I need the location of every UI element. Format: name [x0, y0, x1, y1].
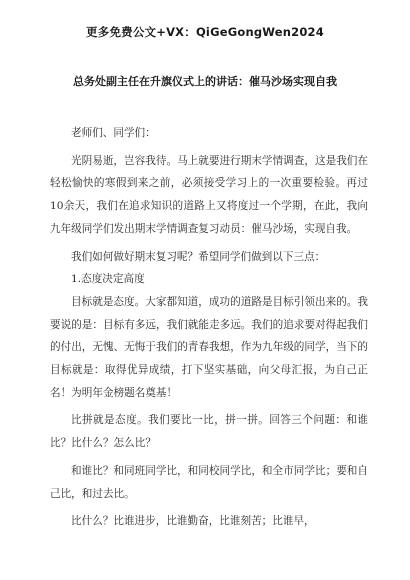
body-paragraph: 目标就是态度。大家都知道，成功的道路是目标引领出来的。我要说的是：目标有多远，我们就能走多远。我们的追求要对得起我们的付出，无愧、无悔于我们的青春我想，作为九年级的同学，当下的目标就是：取得优异成绩，打下坚实基础，向父母汇报，为自己正名！为明年金榜题名奠基！ [50, 295, 368, 399]
document-title: 总务处副主任在升旗仪式上的讲话：催马沙场实现自我 [73, 75, 337, 88]
promo-header: 更多免费公文+VX：QiGeGongWen2024 [86, 25, 324, 39]
body-paragraph: 比什么？比谁进步，比谁勤奋，比谁刻苦；比谁早， [71, 515, 315, 528]
section-heading: 1.态度决定高度 [71, 273, 145, 286]
body-paragraph: 比拼就是态度。我们要比一比，拼一拼。回答三个问题：和谁比？比什么？怎么比？ [50, 414, 368, 450]
salutation-paragraph: 老师们、同学们： [71, 127, 156, 139]
body-paragraph: 我们如何做好期末复习呢？希望同学们做到以下三点： [71, 250, 326, 263]
body-paragraph: 和谁比？和同班同学比，和同校同学比，和全市同学比；要和自己比，和过去比。 [50, 464, 368, 500]
document-body [50, 122, 368, 533]
body-paragraph: 光阴易逝，岂容我待。马上就要进行期末学情调查，这是我们在轻松愉快的寒假到来之前，必须接受学习上的一次重要检验。再过10余天，我们在追求知识的道路上又将度过一个学期，在此，我向九年级同学们发出期末学情调查复习动员：催马沙场，实现自我。 [50, 154, 368, 235]
